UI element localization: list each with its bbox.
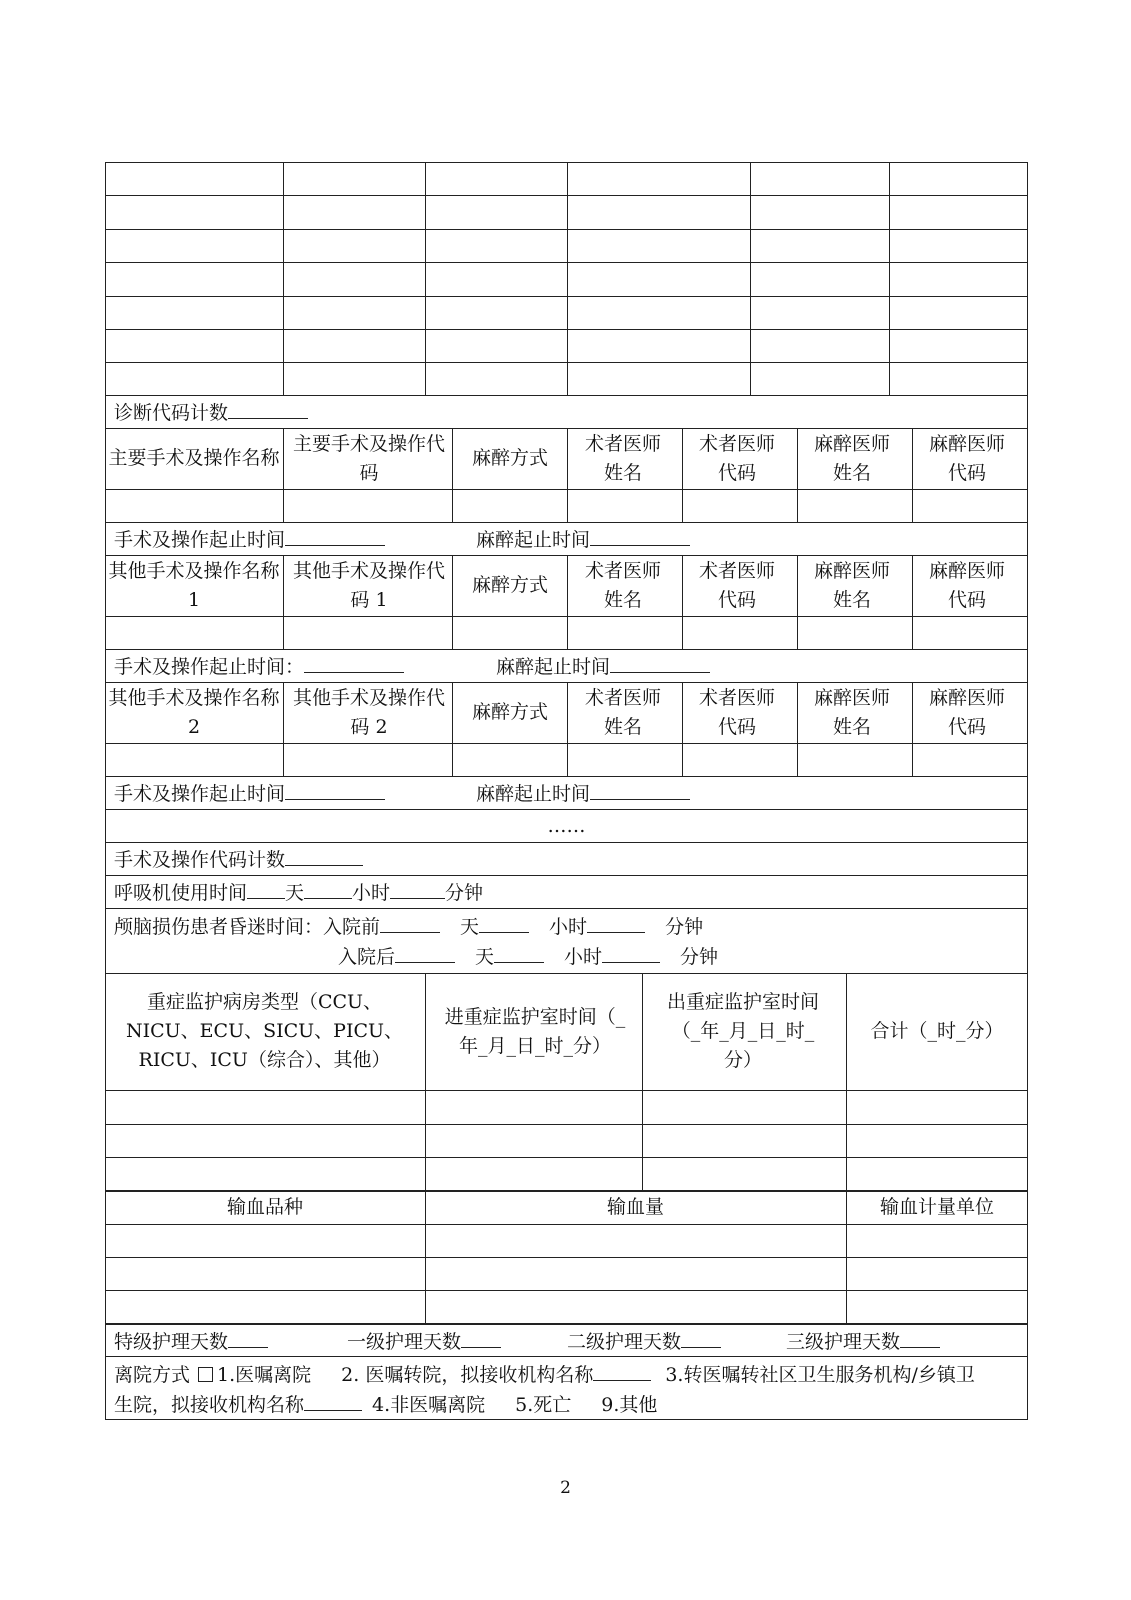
grid-line bbox=[105, 296, 1028, 297]
op-header-cell: 术者医师代码 bbox=[698, 559, 775, 611]
discharge-row-1: 离院方式 1.医嘱离院 2. 医嘱转院，拟接收机构名称 3.转医嘱转社区卫生服务机构/乡镇卫 bbox=[114, 1360, 975, 1389]
op-header-cell: 麻醉医师代码 bbox=[928, 559, 1005, 611]
icu-header-total: 合计（_时_分） bbox=[870, 1020, 1004, 1042]
anes-time-row: 麻醉起止时间 bbox=[496, 652, 710, 681]
op-time-row: 手术及操作起止时间： bbox=[114, 652, 404, 681]
op-header-cell: 麻醉医师姓名 bbox=[813, 559, 890, 611]
grid-line bbox=[283, 162, 284, 395]
grid-line bbox=[452, 682, 453, 776]
op-header-cell: 主要手术及操作代码 bbox=[292, 432, 445, 484]
op-header-cell: 其他手术及操作代码 1 bbox=[292, 559, 445, 611]
icu-header-in: 进重症监护室时间（_年_月_日_时_分） bbox=[444, 1005, 626, 1057]
op-header-cell: 术者医师姓名 bbox=[584, 432, 661, 484]
anes-time-row: 麻醉起止时间 bbox=[476, 525, 690, 554]
page-number: 2 bbox=[560, 1478, 571, 1498]
grid-line bbox=[105, 776, 1028, 777]
grid-line bbox=[797, 682, 798, 776]
grid-line bbox=[452, 428, 453, 522]
op-header-cell: 术者医师姓名 bbox=[584, 559, 661, 611]
grid-line bbox=[105, 908, 1028, 909]
icu-header-out: 出重症监护室时间（_年_月_日_时_分） bbox=[666, 991, 819, 1071]
care-third: 三级护理天数 bbox=[786, 1327, 940, 1356]
ellipsis-row: …… bbox=[547, 815, 586, 837]
grid-line bbox=[797, 555, 798, 649]
op-header-cell: 术者医师代码 bbox=[698, 686, 775, 738]
anes-time-row: 麻醉起止时间 bbox=[476, 779, 690, 808]
grid-line bbox=[105, 1090, 1028, 1091]
grid-line bbox=[105, 1257, 1028, 1258]
op-header-cell: 麻醉方式 bbox=[471, 574, 548, 596]
grid-line bbox=[105, 329, 1028, 330]
op-header-cell: 麻醉医师姓名 bbox=[813, 432, 890, 484]
grid-line bbox=[105, 395, 1028, 396]
blood-header-amount: 输血量 bbox=[606, 1196, 664, 1218]
grid-line bbox=[105, 522, 1028, 523]
care-first: 一级护理天数 bbox=[347, 1327, 501, 1356]
op-time-row: 手术及操作起止时间 bbox=[114, 779, 385, 808]
grid-line bbox=[452, 555, 453, 649]
op-header-cell: 麻醉方式 bbox=[471, 447, 548, 469]
grid-line bbox=[105, 195, 1028, 196]
op-header-cell: 其他手术及操作名称 1 bbox=[108, 559, 280, 611]
icu-header-type: 重症监护病房类型（CCU、NICU、ECU、SICU、PICU、RICU、ICU（综合）、其他） bbox=[125, 991, 403, 1071]
grid-line bbox=[105, 262, 1028, 263]
grid-line bbox=[105, 649, 1028, 650]
grid-line bbox=[425, 973, 426, 1191]
op-time-row: 手术及操作起止时间 bbox=[114, 525, 385, 554]
grid-line bbox=[912, 555, 913, 649]
op-header-cell: 主要手术及操作名称 bbox=[108, 447, 280, 469]
coma-after-row: 入院后 天 小时 分钟 bbox=[338, 942, 718, 971]
grid-line bbox=[912, 428, 913, 522]
care-second: 二级护理天数 bbox=[567, 1327, 721, 1356]
grid-line bbox=[283, 682, 284, 776]
grid-line bbox=[105, 842, 1028, 843]
grid-line bbox=[682, 555, 683, 649]
grid-line bbox=[283, 428, 284, 522]
grid-line bbox=[105, 229, 1028, 230]
ventilator-row: 呼吸机使用时间 天 小时 分钟 bbox=[114, 878, 483, 907]
op-header-cell: 其他手术及操作代码 2 bbox=[292, 686, 445, 738]
grid-line bbox=[105, 1190, 1028, 1192]
grid-line bbox=[750, 162, 751, 395]
grid-line bbox=[105, 1356, 1028, 1357]
coma-before-row: 颅脑损伤患者昏迷时间：入院前 天 小时 分钟 bbox=[114, 912, 703, 941]
grid-line bbox=[567, 682, 568, 776]
op-header-cell: 麻醉医师代码 bbox=[928, 432, 1005, 484]
grid-line bbox=[567, 555, 568, 649]
grid-line bbox=[912, 682, 913, 776]
grid-line bbox=[846, 973, 847, 1191]
grid-line bbox=[105, 1323, 1028, 1325]
grid-line bbox=[105, 362, 1028, 363]
grid-line bbox=[105, 1290, 1028, 1291]
grid-line bbox=[105, 1224, 1028, 1225]
op-header-cell: 术者医师姓名 bbox=[584, 686, 661, 738]
op-header-cell: 麻醉方式 bbox=[471, 701, 548, 723]
grid-line bbox=[889, 162, 890, 395]
diag-count-blank[interactable] bbox=[228, 398, 308, 419]
blood-header-unit: 输血计量单位 bbox=[879, 1196, 994, 1218]
op-header-cell: 术者医师代码 bbox=[698, 432, 775, 484]
diag-count-row bbox=[114, 398, 308, 427]
grid-line bbox=[105, 809, 1028, 810]
care-special: 特级护理天数 bbox=[114, 1327, 268, 1356]
grid-line bbox=[567, 428, 568, 522]
discharge-row-2: 生院，拟接收机构名称 4.非医嘱离院 5.死亡 9.其他 bbox=[114, 1390, 657, 1419]
grid-line bbox=[425, 162, 426, 395]
discharge-checkbox[interactable] bbox=[198, 1367, 213, 1382]
op-header-cell: 麻醉医师姓名 bbox=[813, 686, 890, 738]
diag-count-label: 诊断代码计数 bbox=[114, 402, 229, 424]
grid-line bbox=[105, 875, 1028, 876]
grid-line bbox=[797, 428, 798, 522]
grid-line bbox=[105, 1124, 1028, 1125]
grid-line bbox=[567, 162, 568, 395]
grid-line bbox=[642, 973, 643, 1191]
grid-line bbox=[283, 555, 284, 649]
op-code-count-row: 手术及操作代码计数 bbox=[114, 845, 363, 874]
grid-line bbox=[682, 428, 683, 522]
blood-header-type: 输血品种 bbox=[226, 1196, 303, 1218]
op-header-cell: 其他手术及操作名称 2 bbox=[108, 686, 280, 738]
op-header-cell: 麻醉医师代码 bbox=[928, 686, 1005, 738]
grid-line bbox=[105, 1157, 1028, 1158]
grid-line bbox=[682, 682, 683, 776]
